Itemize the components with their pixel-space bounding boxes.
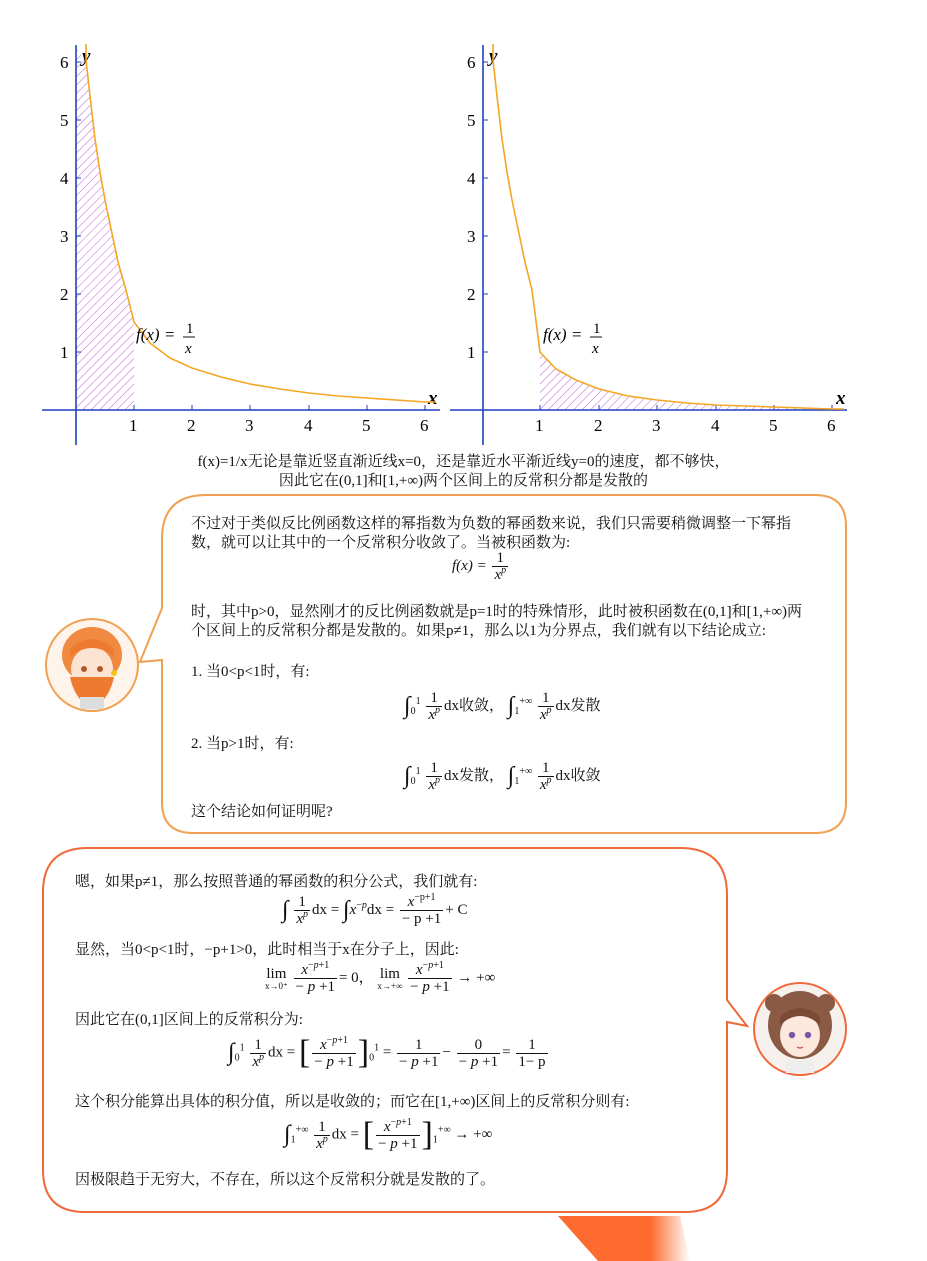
svg-text:x: x <box>185 341 192 357</box>
y-tick-label: 6 <box>467 53 476 72</box>
y-tick-label: 2 <box>467 285 476 304</box>
function-label <box>136 321 195 357</box>
x-tick-label: 3 <box>245 416 254 435</box>
bubble2-limits: lim x→0⁺ $\frac{x^{-p+1}}{- p +1}$ = 0， lim x→+∞ $\frac{x^{-p+1}}{- p +1}$ → +∞ <box>265 960 496 995</box>
bubble2-definite-integral-0-1: $\int_0^1$ $\frac{1}{x^p}$ dx = [ $\frac{x^{-p+1}}{- p +1}$ ]$_0^1$ = $\frac{1}{- p +1}$ − $\frac{0}{- p +1}$ = $\frac{1}{1- p}$ <box>228 1034 546 1071</box>
x-tick-label: 2 <box>187 416 196 435</box>
function-label <box>543 321 602 357</box>
bubble1-function-definition: f(x) = $\frac{1}{x^p}$ <box>452 550 507 583</box>
curve-1-over-x <box>493 44 844 409</box>
figure-caption-line-1: f(x)=1/x无论是靠近竖直渐近线x=0，还是靠近水平渐近线y=0的速度，都不够快， <box>197 454 730 470</box>
figure-caption-line-2: 因此它在(0,1]和[1,+∞)两个区间上的反常积分都是发散的 <box>278 473 649 489</box>
y-tick-label: 4 <box>467 169 476 188</box>
bubble1-case-1: 1. 当0<p<1时，有: <box>191 664 310 680</box>
x-axis-label: x <box>428 388 438 409</box>
x-tick-label: 6 <box>827 416 836 435</box>
bubble2-line-2: 显然，当0<p<1时，−p+1>0，此时相当于x在分子上，因此: <box>75 942 459 958</box>
graph-right <box>440 0 860 460</box>
curve-1-over-x <box>86 44 436 402</box>
bubble2-definite-integral-1-inf: $\int_1^{+\infty}$ $\frac{1}{x^p}$ dx = [ $\frac{x^{-p+1}}{- p +1}$ ]$_1^{+\infty}$ → +∞ <box>284 1116 493 1153</box>
x-tick-label: 2 <box>594 416 603 435</box>
bubble2-line-3: 因此它在(0,1]区间上的反常积分为: <box>75 1012 303 1028</box>
x-tick-label: 6 <box>420 416 429 435</box>
y-axis-label: y <box>489 46 498 67</box>
y-tick-label: 6 <box>60 53 69 72</box>
y-tick-label: 1 <box>467 343 476 362</box>
corner-decoration <box>550 1200 690 1261</box>
bubble1-case1-integrals: $\int_0^1$ $\frac{1}{x^p}$ dx收敛， $\int_1^{+\infty}$ $\frac{1}{x^p}$ dx发散 <box>404 690 601 723</box>
x-axis-label: x <box>836 388 846 409</box>
svg-text:x: x <box>592 341 599 357</box>
y-tick-label: 5 <box>60 111 69 130</box>
y-axis-label: y <box>82 46 91 67</box>
avatar-orange-hair-girl <box>44 617 140 713</box>
bubble2-line-1: 嗯，如果p≠1，那么按照普通的幂函数的积分公式，我们就有: <box>75 874 478 890</box>
svg-text:1: 1 <box>593 321 601 337</box>
y-tick-label: 3 <box>60 227 69 246</box>
y-tick-label: 2 <box>60 285 69 304</box>
bubble1-paragraph-1: 不过对于类似反比例函数这样的幂指数为负数的幂函数来说，我们只需要稍微调整一下幂指数，就可以让其中的一个反常积分收敛了。当被积函数为: <box>191 516 792 551</box>
bubble2-indefinite-integral: ∫ $\frac{1}{x^p}$ dx = $\int x^{-p}dx$ = $\frac{x^{-p+1}}{- p +1}$ + C <box>282 892 468 927</box>
shaded-region <box>76 48 134 410</box>
avatar-brown-hair-girl <box>752 981 848 1077</box>
bubble2-line-5: 因极限趋于无穷大，不存在，所以这个反常积分就是发散的了。 <box>75 1172 496 1188</box>
svg-text:f(x) =: f(x) = <box>136 325 176 344</box>
y-tick-label: 1 <box>60 343 69 362</box>
bubble2-line-4: 这个积分能算出具体的积分值，所以是收敛的；而它在[1,+∞)区间上的反常积分则有: <box>75 1094 630 1110</box>
svg-text:1: 1 <box>186 321 194 337</box>
x-tick-label: 4 <box>304 416 313 435</box>
x-tick-label: 5 <box>362 416 371 435</box>
svg-text:f(x) =: f(x) = <box>543 325 583 344</box>
x-tick-label: 4 <box>711 416 720 435</box>
bubble1-question: 这个结论如何证明呢? <box>191 804 333 820</box>
x-tick-label: 3 <box>652 416 661 435</box>
bubble1-case2-integrals: $\int_0^1$ $\frac{1}{x^p}$ dx发散， $\int_1^{+\infty}$ $\frac{1}{x^p}$ dx收敛 <box>404 760 601 793</box>
y-tick-label: 4 <box>60 169 69 188</box>
x-tick-label: 1 <box>129 416 138 435</box>
bubble1-paragraph-2: 时，其中p>0，显然刚才的反比例函数就是p=1时的特殊情形，此时被积函数在(0,1]和[1,+∞)两个区间上的反常积分都是发散的。如果p≠1，那么以1为分界点，我们就有以下结论成立: <box>191 604 803 639</box>
x-tick-label: 5 <box>769 416 778 435</box>
shaded-region <box>540 352 832 410</box>
bubble1-case-2: 2. 当p>1时，有: <box>191 736 294 752</box>
x-tick-label: 1 <box>535 416 544 435</box>
y-tick-label: 3 <box>467 227 476 246</box>
y-tick-label: 5 <box>467 111 476 130</box>
graph-left <box>0 0 460 460</box>
